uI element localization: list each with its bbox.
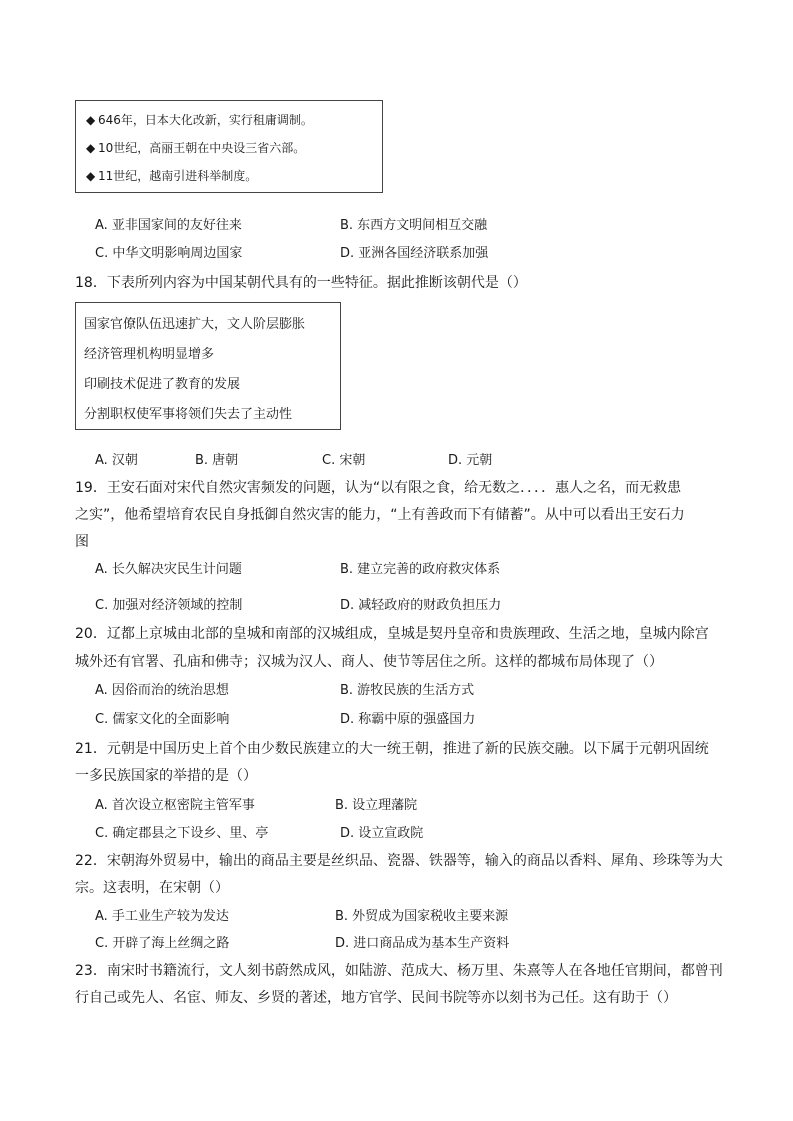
- question-18-stem: 18．下表所列内容为中国某朝代具有的一些特征。据此推断该朝代是（）: [75, 275, 527, 291]
- question-23-stem-line: 23．南宋时书籍流行，文人刻书蔚然成风，如陆游、范成大、杨万里、朱熹等人在各地任官期间，都曾刊: [75, 963, 723, 979]
- option-b[interactable]: B. 东西方文明间相互交融: [340, 218, 488, 233]
- option-c[interactable]: C. 宋朝: [322, 453, 366, 468]
- table-row: 国家官僚队伍迅速扩大，文人阶层膨胀: [84, 317, 306, 332]
- question-19-stem-line: 图: [75, 534, 89, 550]
- option-b[interactable]: B. 外贸成为国家税收主要来源: [335, 909, 509, 924]
- option-a[interactable]: A. 长久解决灾民生计问题: [95, 562, 242, 577]
- option-c[interactable]: C. 确定郡县之下设乡、里、亭: [95, 826, 269, 841]
- option-c[interactable]: C. 加强对经济领域的控制: [95, 598, 243, 613]
- question-22-stem-line: 宗。这表明，在宋朝（）: [75, 880, 229, 896]
- table-row: 分割职权使军事将领们失去了主动性: [84, 407, 293, 422]
- table-row: 经济管理机构明显增多: [84, 347, 215, 362]
- option-d[interactable]: D. 称霸中原的强盛国力: [340, 712, 476, 727]
- question-22-stem-line: 22．宋朝海外贸易中，输出的商品主要是丝织品、瓷器、铁器等，输入的商品以香料、犀角、珍珠等为大: [75, 853, 723, 869]
- question-21-stem-line: 21．元朝是中国历史上首个由少数民族建立的大一统王朝，推进了新的民族交融。以下属于元朝巩固统: [75, 741, 709, 757]
- option-d[interactable]: D. 亚洲各国经济联系加强: [340, 246, 489, 261]
- diamond-bullet-icon: ◆: [86, 169, 96, 183]
- question-20-stem-line: 20．辽都上京城由北部的皇城和南部的汉城组成，皇城是契丹皇帝和贵族理政、生活之地，皇城内除宫: [75, 626, 709, 642]
- option-a[interactable]: A. 手工业生产较为发达: [95, 909, 229, 924]
- feature-table-q18: [75, 302, 341, 430]
- option-a[interactable]: A. 亚非国家间的友好往来: [95, 218, 242, 233]
- material-box-q17: [75, 100, 383, 193]
- option-d[interactable]: D. 设立宣政院: [340, 826, 424, 841]
- question-21-stem-line: 一多民族国家的举措的是（）: [75, 768, 257, 784]
- diamond-bullet-icon: ◆: [86, 113, 96, 127]
- option-b[interactable]: B. 游牧民族的生活方式: [340, 683, 475, 698]
- table-row: 印刷技术促进了教育的发展: [84, 377, 241, 392]
- option-a[interactable]: A. 首次设立枢密院主管军事: [95, 798, 255, 813]
- option-b[interactable]: B. 设立理藩院: [335, 798, 418, 813]
- option-a[interactable]: A. 因俗而治的统治思想: [95, 683, 229, 698]
- option-c[interactable]: C. 儒家文化的全面影响: [95, 712, 230, 727]
- option-d[interactable]: D. 进口商品成为基本生产资料: [335, 936, 510, 951]
- material-line: ◆ 646年，日本大化改新，实行租庸调制。: [86, 113, 313, 127]
- question-19-stem-line: 之实”，他希望培育农民自身抵御自然灾害的能力，“上有善政而下有储蓄”。从中可以看出王安石力: [75, 507, 685, 523]
- option-d[interactable]: D. 减轻政府的财政负担压力: [340, 598, 502, 613]
- diamond-bullet-icon: ◆: [86, 141, 96, 155]
- option-b[interactable]: B. 唐朝: [195, 453, 239, 468]
- option-c[interactable]: C. 开辟了海上丝绸之路: [95, 936, 230, 951]
- question-20-stem-line: 城外还有官署、孔庙和佛寺；汉城为汉人、商人、使节等居住之所。这样的都城布局体现了（）: [75, 654, 663, 670]
- material-line: ◆ 10世纪，高丽王朝在中央设三省六部。: [86, 141, 306, 155]
- option-b[interactable]: B. 建立完善的政府救灾体系: [340, 562, 501, 577]
- option-d[interactable]: D. 元朝: [448, 453, 493, 468]
- question-23-stem-line: 行自己或先人、名宦、师友、乡贤的著述，地方官学、民间书院等亦以刻书为己任。这有助于（）: [75, 990, 677, 1006]
- question-19-stem-line: 19．王安石面对宋代自然灾害频发的问题，认为“以有限之食，给无数之．．．．惠人之名，而无救患: [75, 480, 682, 496]
- material-line: ◆ 11世纪，越南引进科举制度。: [86, 169, 258, 183]
- option-a[interactable]: A. 汉朝: [95, 453, 138, 468]
- option-c[interactable]: C. 中华文明影响周边国家: [95, 246, 243, 261]
